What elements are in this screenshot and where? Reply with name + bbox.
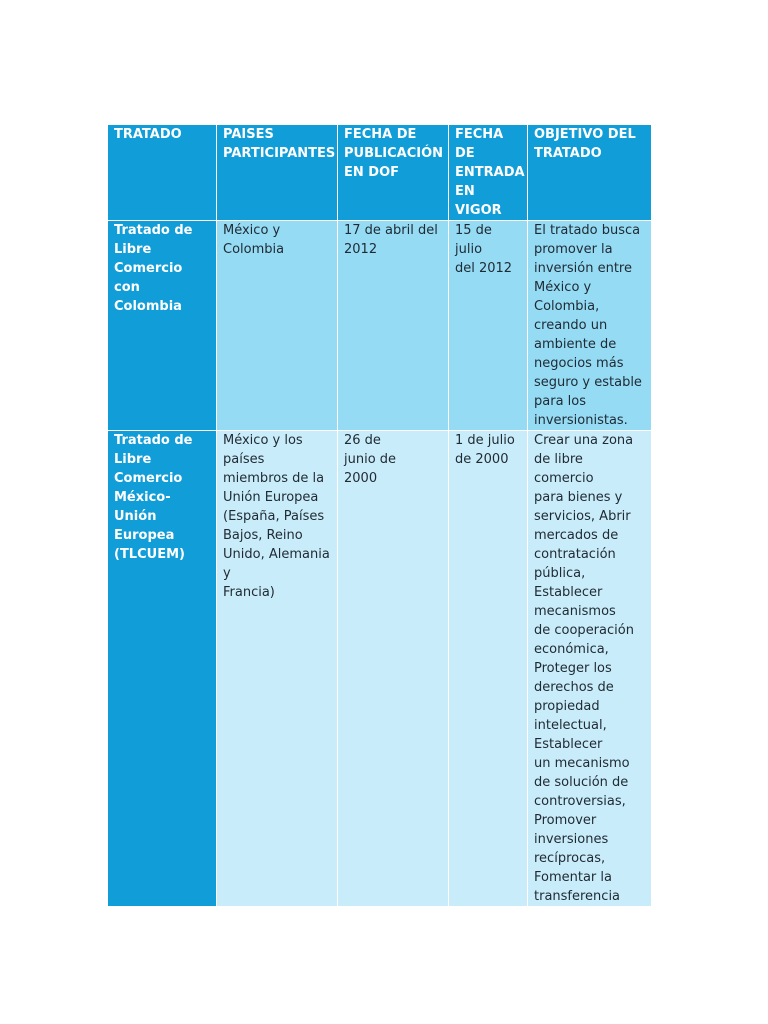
cell-fecha-publicacion: 17 de abril del 2012 [338, 221, 449, 431]
table-row [108, 221, 652, 431]
table-row [108, 431, 652, 907]
header-row [108, 125, 652, 221]
cell-objetivo: El tratado busca promover la inversión entre México y Colombia, creando un ambiente de negocios más seguro y estable para los inversionistas. [528, 221, 652, 431]
cell-tratado: Tratado de Libre Comercio con Colombia [108, 221, 217, 431]
cell-fecha-publicacion: 26 de junio de 2000 [338, 431, 449, 907]
header-fecha-entrada-vigor: FECHA DE ENTRADA EN VIGOR [449, 125, 528, 221]
cell-paises: México y los países miembros de la Unión Europea (España, Países Bajos, Reino Unido, Alemania y Francia) [217, 431, 338, 907]
cell-tratado: Tratado de Libre Comercio México-Unión Europea (TLCUEM) [108, 431, 217, 907]
header-objetivo: OBJETIVO DEL TRATADO [528, 125, 652, 221]
header-tratado: TRATADO [108, 125, 217, 221]
treaties-table [107, 124, 652, 907]
cell-fecha-vigor: 1 de julio de 2000 [449, 431, 528, 907]
cell-fecha-vigor: 15 de julio del 2012 [449, 221, 528, 431]
header-fecha-publicacion: FECHA DE PUBLICACIÓN EN DOF [338, 125, 449, 221]
cell-paises: México y Colombia [217, 221, 338, 431]
cell-objetivo: Crear una zona de libre comercio para bienes y servicios, Abrir mercados de contratación pública, Establecer mecanismos de cooperación económica, Proteger los derechos de propiedad intelectual, Establecer un mecanismo de solución de controversias, Promover inversiones recíprocas, Fomentar la transferencia [528, 431, 652, 907]
header-paises-participantes: PAISES PARTICIPANTES [217, 125, 338, 221]
